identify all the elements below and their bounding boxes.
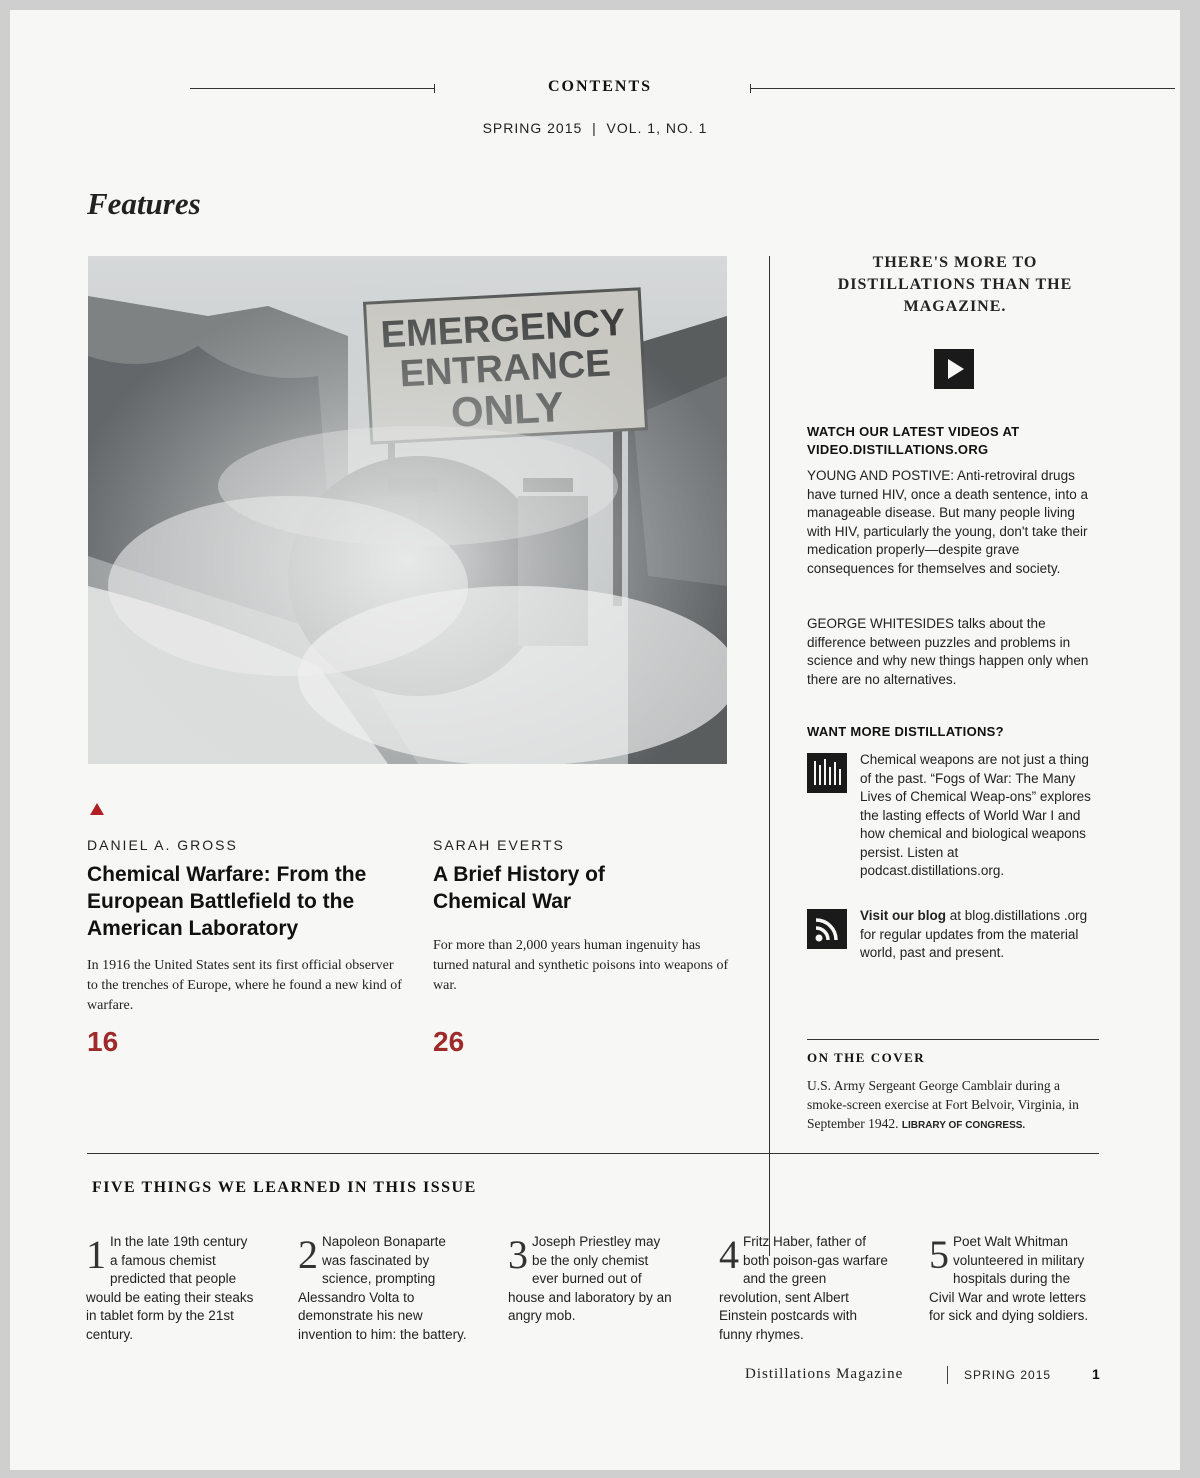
fact-number: 4 [719, 1232, 739, 1277]
triangle-marker-icon [90, 803, 104, 815]
videos-paragraph-1: YOUNG AND POSTIVE: Anti-retroviral drugs have turned HIV, once a death sentence, into a manageable disease. But many people living with HIV, particularly the young, don't take their medication properly—despite grave consequences for themselves and society. [807, 468, 1088, 576]
feature-1-author: DANIEL A. GROSS [87, 837, 238, 853]
podcast-icon[interactable] [807, 753, 847, 793]
cover-rule [807, 1039, 1099, 1040]
footer-magazine: Distillations Magazine [745, 1366, 904, 1382]
cover-credit: LIBRARY OF CONGRESS. [901, 1120, 1026, 1131]
footer-season: SPRING 2015 [964, 1368, 1052, 1382]
column-divider [769, 256, 770, 1256]
fact-2 [298, 1233, 468, 1344]
features-heading: Features [87, 186, 201, 221]
cover-caption: U.S. Army Sergeant George Camblair during a smoke-screen exercise at Fort Belvoir, Virginia, in September 1942. [807, 1078, 1079, 1131]
videos-title[interactable]: WATCH OUR LATEST VIDEOS AT VIDEO.DISTILLATIONS.ORG [807, 424, 1020, 457]
fact-text: Fritz Haber, father of both poison-gas warfare and the green revolution, sent Albert Einstein postcards with funny rhymes. [719, 1234, 888, 1342]
fact-number: 2 [298, 1232, 318, 1277]
fact-number: 3 [508, 1232, 528, 1277]
play-icon[interactable] [934, 349, 974, 389]
sidebar-heading: THERE'S MORE TO DISTILLATIONS THAN THE MAGAZINE. [837, 254, 1073, 315]
section-rule [87, 1153, 1099, 1154]
fact-3 [508, 1233, 678, 1326]
fact-1 [86, 1233, 256, 1344]
fact-text: Joseph Priestley may be the only chemist ever burned out of house and laboratory by an angry mob. [508, 1234, 672, 1323]
photo-illustration [88, 256, 727, 764]
fact-number: 1 [86, 1232, 106, 1277]
fact-text: Napoleon Bonaparte was fascinated by science, prompting Alessandro Volta to demonstrate his new invention to him: the battery. [298, 1234, 467, 1342]
blog-description: at blog.distillations .org for regular updates from the material world, past and present. [860, 908, 1088, 960]
blog-text [860, 907, 1100, 963]
fact-text: In the late 19th century a famous chemist predicted that people would be eating their steaks in tablet form by the 21st century. [86, 1234, 254, 1342]
feature-1-title[interactable]: Chemical Warfare: From the European Battlefield to the American Laboratory [87, 863, 367, 940]
footer-page-number: 1 [1092, 1366, 1100, 1382]
fact-4 [719, 1233, 889, 1344]
podcast-text: Chemical weapons are not just a thing of the past. “Fogs of War: The Many Lives of Chemical Weap-ons” explores the lasting effects of World War I and how chemical and biological weapons persist. Listen at podcast.distillations.org. [860, 752, 1091, 878]
feature-1-page-number[interactable]: 16 [87, 1026, 119, 1057]
more-distillations-title: WANT MORE DISTILLATIONS? [807, 724, 1004, 739]
blog-link[interactable]: Visit our blog [860, 908, 947, 923]
feature-2-page-number[interactable]: 26 [433, 1026, 465, 1057]
rss-blog-icon[interactable] [807, 909, 847, 949]
feature-2-title[interactable]: A Brief History of Chemical War [433, 863, 605, 913]
footer-divider [947, 1366, 948, 1384]
contents-title: CONTENTS [547, 78, 653, 95]
cover-photo [88, 256, 727, 764]
fact-number: 5 [929, 1232, 949, 1277]
videos-paragraph-2: GEORGE WHITESIDES talks about the difference between puzzles and problems in science and why new things happen only when there are no alternatives. [807, 616, 1089, 687]
fact-text: Poet Walt Whitman volunteered in military hospitals during the Civil War and wrote letters for sick and dying soldiers. [929, 1234, 1089, 1323]
feature-2-author: SARAH EVERTS [433, 837, 565, 853]
feature-1-description: In 1916 the United States sent its first official observer to the trenches of Europe, where he found a new kind of warfare. [87, 958, 402, 1013]
five-things-heading: FIVE THINGS WE LEARNED IN THIS ISSUE [92, 1179, 477, 1196]
feature-2-description: For more than 2,000 years human ingenuity has turned natural and synthetic poisons into weapons of war. [433, 938, 729, 993]
on-the-cover-text [807, 1076, 1097, 1135]
on-the-cover-title: ON THE COVER [807, 1050, 926, 1065]
fact-5 [929, 1233, 1099, 1326]
issue-line: SPRING 2015 | VOL. 1, NO. 1 [482, 120, 708, 136]
